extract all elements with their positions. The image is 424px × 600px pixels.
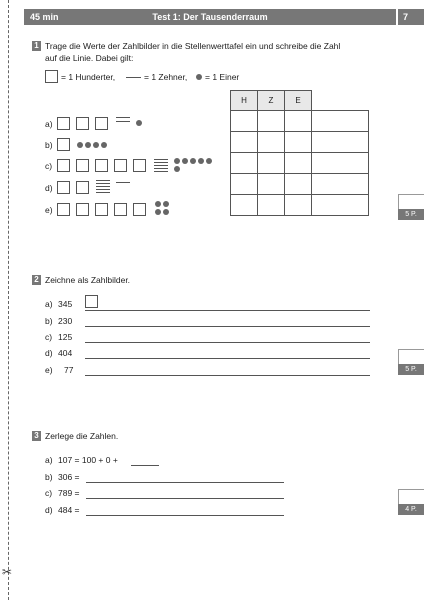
answer-line[interactable] <box>85 358 370 359</box>
row-label-e: e) <box>45 205 53 215</box>
col-header-e: E <box>285 91 312 111</box>
hundreds-square-icon <box>114 203 127 216</box>
scissors-icon: ✂ <box>2 565 13 579</box>
ones-dot-icon <box>174 166 180 172</box>
hundreds-square-icon <box>85 295 98 308</box>
item-label: c) <box>45 332 53 342</box>
ones-dot-icon <box>163 201 169 207</box>
legend-tens: = 1 Zehner, <box>144 72 188 82</box>
test-title: Test 1: Der Tausenderraum <box>152 12 268 22</box>
tens-bar-icon <box>96 192 110 193</box>
hundreds-square-icon <box>57 138 70 151</box>
item-value: 77 <box>64 365 74 375</box>
tens-bar-icon <box>126 77 141 78</box>
tens-bar-icon <box>154 165 168 166</box>
item-label: a) <box>45 299 53 309</box>
tens-bar-icon <box>154 162 168 163</box>
tens-bar-icon <box>96 186 110 187</box>
task3-instruction: Zerlege die Zahlen. <box>45 431 119 441</box>
item-value: 125 <box>58 332 73 342</box>
item-expression: 306 = <box>58 472 80 482</box>
col-header-z: Z <box>258 91 285 111</box>
place-value-table <box>230 90 369 216</box>
row-label-c: c) <box>45 161 53 171</box>
item-value: 345 <box>58 299 73 309</box>
tens-bar-icon <box>154 171 168 172</box>
header-bar <box>24 9 396 25</box>
item-value: 404 <box>58 348 73 358</box>
ones-dot-icon <box>182 158 188 164</box>
answer-line[interactable] <box>85 310 370 311</box>
hundreds-square-icon <box>114 159 127 172</box>
tens-bar-icon <box>96 189 110 190</box>
item-expression: 484 = <box>58 505 80 515</box>
col-header-h: H <box>231 91 258 111</box>
ones-dot-icon <box>77 142 83 148</box>
ones-dot-icon <box>206 158 212 164</box>
hundreds-square-icon <box>76 203 89 216</box>
item-expression: 107 = 100 + 0 + <box>58 455 118 465</box>
ones-dot-icon <box>93 142 99 148</box>
hundreds-square-icon <box>133 159 146 172</box>
hundreds-square-icon <box>95 203 108 216</box>
tens-bar-icon <box>116 182 130 183</box>
ones-dot-icon <box>163 209 169 215</box>
cut-line <box>8 0 9 600</box>
task1-instruction-line2: auf die Linie. Dabei gilt: <box>45 53 134 63</box>
hundreds-square-icon <box>76 117 89 130</box>
tens-bar-icon <box>154 168 168 169</box>
answer-line[interactable] <box>86 498 284 499</box>
hundreds-square-icon <box>57 159 70 172</box>
points-label-1: 5 P. <box>398 209 424 220</box>
item-label: c) <box>45 488 53 498</box>
ones-dot-icon <box>155 209 161 215</box>
points-label-3: 4 P. <box>398 504 424 515</box>
item-label: d) <box>45 505 53 515</box>
tens-bar-icon <box>96 180 110 181</box>
hundreds-square-icon <box>57 181 70 194</box>
ones-dot-icon <box>196 74 202 80</box>
legend-ones: = 1 Einer <box>205 72 240 82</box>
item-expression: 789 = <box>58 488 80 498</box>
task2-instruction: Zeichne als Zahlbilder. <box>45 275 131 285</box>
hundreds-square-icon <box>76 181 89 194</box>
hundreds-square-icon <box>57 203 70 216</box>
answer-line[interactable] <box>86 515 284 516</box>
answer-line[interactable] <box>131 465 159 466</box>
task-number-3: 3 <box>32 431 41 441</box>
hundreds-square-icon <box>57 117 70 130</box>
tens-bar-icon <box>96 183 110 184</box>
hundreds-square-icon <box>45 70 58 83</box>
hundreds-square-icon <box>133 203 146 216</box>
answer-line[interactable] <box>86 482 284 483</box>
item-label: b) <box>45 316 53 326</box>
item-label: a) <box>45 455 53 465</box>
task1-instruction-line1: Trage die Werte der Zahlbilder in die Stellenwerttafel ein und schreibe die Zahl <box>45 41 341 51</box>
row-label-a: a) <box>45 119 53 129</box>
legend-hundreds: = 1 Hunderter, <box>61 72 116 82</box>
time-label: 45 min <box>30 12 59 22</box>
points-label-2: 5 P. <box>398 364 424 375</box>
answer-line[interactable] <box>85 342 370 343</box>
ones-dot-icon <box>174 158 180 164</box>
hundreds-square-icon <box>95 159 108 172</box>
ones-dot-icon <box>136 120 142 126</box>
item-label: b) <box>45 472 53 482</box>
hundreds-square-icon <box>95 117 108 130</box>
ones-dot-icon <box>198 158 204 164</box>
task-number-2: 2 <box>32 275 41 285</box>
tens-bar-icon <box>116 117 130 118</box>
ones-dot-icon <box>101 142 107 148</box>
task-number-1: 1 <box>32 41 41 51</box>
item-label: d) <box>45 348 53 358</box>
row-label-b: b) <box>45 140 53 150</box>
answer-line[interactable] <box>85 375 370 376</box>
answer-line[interactable] <box>85 326 370 327</box>
tens-bar-icon <box>154 159 168 160</box>
row-label-d: d) <box>45 183 53 193</box>
tens-bar-icon <box>116 121 130 122</box>
ones-dot-icon <box>85 142 91 148</box>
item-label: e) <box>45 365 53 375</box>
ones-dot-icon <box>155 201 161 207</box>
ones-dot-icon <box>190 158 196 164</box>
hundreds-square-icon <box>76 159 89 172</box>
page-number: 7 <box>398 9 424 25</box>
item-value: 230 <box>58 316 73 326</box>
